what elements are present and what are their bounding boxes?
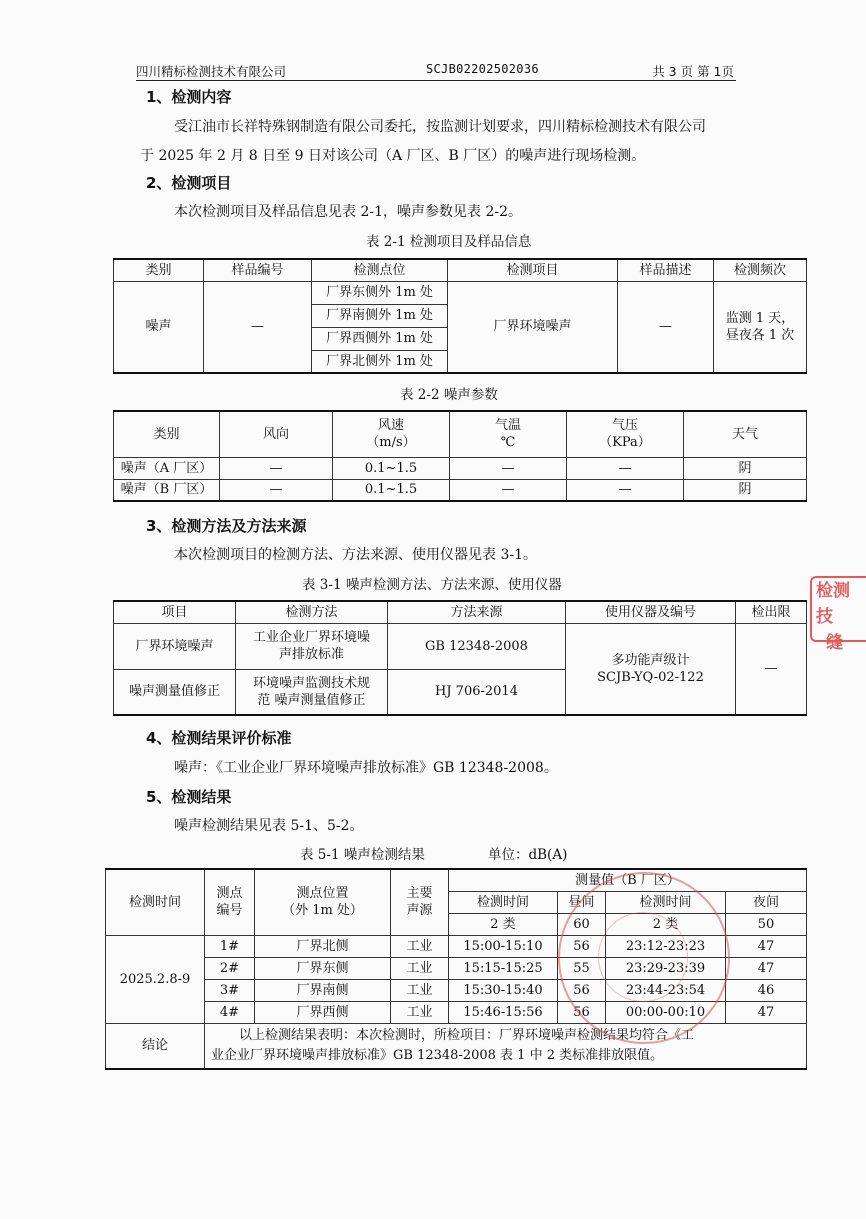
cell: —	[450, 457, 567, 479]
section-2-title: 2、检测项目	[146, 174, 232, 192]
cell: 15:30-15:40	[449, 979, 558, 1001]
header-wind-speed	[333, 411, 450, 457]
point-no-line-1: 测点	[216, 886, 243, 902]
cell-item: 厂界环境噪声	[114, 623, 236, 669]
header-limit: 检出限	[736, 601, 807, 623]
seam-stamp-line-2: 缝	[826, 633, 843, 653]
section-3-intro: 本次检测项目的检测方法、方法来源、使用仪器见表 3-1。	[174, 547, 537, 563]
table-2-1-header	[114, 259, 807, 281]
header-source: 方法来源	[388, 601, 566, 623]
table-row	[114, 281, 807, 304]
cell: 4#	[205, 1001, 255, 1023]
table-row	[114, 457, 807, 479]
table-2-1	[113, 258, 807, 374]
cell: 47	[726, 957, 807, 979]
cell-date: 2025.2.8-9	[106, 935, 205, 1023]
cell: 0.1~1.5	[333, 479, 450, 501]
cell-item: 噪声测量值修正	[114, 669, 236, 715]
table-5-1-unit: 单位：dB(A)	[488, 847, 568, 863]
table-2-2	[113, 410, 807, 502]
method-line-1: 工业企业厂界环境噪	[252, 630, 370, 645]
section-4-text: 噪声：《工业企业厂界环境噪声排放标准》GB 12348-2008。	[174, 760, 558, 776]
source-line-2: 声源	[406, 903, 433, 919]
header-item: 项目	[114, 601, 236, 623]
section-1-line-1: 受江油市长祥特殊钢制造有限公司委托，按监测计划要求，四川精标检测技术有限公司	[174, 119, 706, 135]
cell: 56	[558, 935, 606, 957]
section-5-title: 5、检测结果	[146, 788, 232, 806]
cell: 0.1~1.5	[333, 457, 450, 479]
table-row	[106, 979, 807, 1001]
cell: —	[567, 457, 684, 479]
table-row-conclusion	[106, 1023, 807, 1069]
cell-method	[236, 669, 388, 715]
cell: 56	[558, 1001, 606, 1023]
table-3-1-header	[114, 601, 807, 623]
header-method: 检测方法	[236, 601, 388, 623]
conclusion-line-1: 以上检测结果表明：本次检测时，所检项目：厂界环境噪声检测结果均符合《工	[239, 1027, 695, 1043]
cell: 噪声（A 厂区）	[114, 457, 220, 479]
conclusion-line-2: 业企业厂界环境噪声排放标准》GB 12348-2008 表 1 中 2 类标准排放限值。	[211, 1047, 664, 1063]
header-pages: 共 3 页 第 1页	[652, 64, 734, 79]
cell: 55	[558, 957, 606, 979]
table-3-1-caption: 表 3-1 噪声检测方法、方法来源、使用仪器	[302, 577, 562, 593]
cell: 厂界西侧	[255, 1001, 391, 1023]
header-point: 检测点位	[312, 259, 448, 281]
header-day-time: 检测时间	[449, 891, 558, 913]
table-2-1-caption: 表 2-1 检测项目及样品信息	[366, 234, 532, 250]
freq-line-1: 监测 1 天，	[725, 310, 795, 326]
cell: 厂界南侧	[255, 979, 391, 1001]
header-night-time: 检测时间	[606, 891, 726, 913]
header-instrument: 使用仪器及编号	[566, 601, 736, 623]
page-header	[136, 60, 736, 81]
cell-desc: —	[618, 281, 714, 373]
cell: 厂界北侧	[255, 935, 391, 957]
cell: 23:12-23:23	[606, 935, 726, 957]
freq-line-2: 昼夜各 1 次	[725, 327, 795, 343]
section-1-line-2: 于 2025 年 2 月 8 日至 9 日对该公司（A 厂区、B 厂区）的噪声进行现场检测。	[140, 148, 646, 164]
method-line-2: 声排放标准	[278, 647, 344, 662]
cell: 00:00-00:10	[606, 1001, 726, 1023]
header-position	[255, 869, 391, 935]
table-5-1-header	[106, 869, 807, 891]
method-line-2: 范 噪声测量值修正	[257, 692, 366, 708]
temp-label: 气温	[494, 418, 521, 434]
header-company: 四川精标检测技术有限公司	[136, 64, 287, 79]
pressure-label: 气压	[611, 418, 638, 434]
header-wind-dir: 风向	[220, 411, 333, 457]
header-temp	[450, 411, 567, 457]
cell-conclusion	[205, 1023, 807, 1069]
limit-night-class: 2 类	[606, 913, 726, 935]
cell: —	[450, 479, 567, 501]
cell-point: 厂界西侧外 1m 处	[312, 327, 448, 350]
cell: 阴	[684, 457, 807, 479]
cell: 工业	[391, 935, 449, 957]
table-5-1	[105, 868, 807, 1070]
cell: 47	[726, 935, 807, 957]
position-line-1: 测点位置	[296, 886, 349, 902]
cell: 23:29-23:39	[606, 957, 726, 979]
limit-night-value: 50	[726, 913, 807, 935]
temp-unit: ℃	[500, 435, 516, 451]
cell-item: 厂界环境噪声	[448, 281, 618, 373]
instrument-line-1: 多功能声级计	[611, 652, 690, 668]
cell: 厂界东侧	[255, 957, 391, 979]
header-point-no	[205, 869, 255, 935]
section-1-title: 1、检测内容	[146, 88, 232, 106]
cell-point: 厂界南侧外 1m 处	[312, 304, 448, 327]
header-time: 检测时间	[106, 869, 205, 935]
header-source	[391, 869, 449, 935]
cell-point: 厂界东侧外 1m 处	[312, 281, 448, 304]
table-row	[106, 935, 807, 957]
cell-freq	[714, 281, 807, 373]
cell: 工业	[391, 1001, 449, 1023]
cell: 23:44-23:54	[606, 979, 726, 1001]
header-pressure	[567, 411, 684, 457]
cell: 工业	[391, 979, 449, 1001]
cell-instrument	[566, 623, 736, 715]
header-report-no: SCJB02202502036	[426, 62, 539, 76]
cell: 2#	[205, 957, 255, 979]
header-freq: 检测频次	[714, 259, 807, 281]
cell-limit: —	[736, 623, 807, 715]
header-category: 类别	[114, 411, 220, 457]
wind-speed-unit: （m/s）	[366, 435, 416, 451]
table-3-1	[113, 600, 807, 716]
point-no-line-2: 编号	[216, 903, 243, 919]
section-4-title: 4、检测结果评价标准	[146, 729, 292, 747]
table-row	[106, 1001, 807, 1023]
table-5-1-caption: 表 5-1 噪声检测结果	[300, 847, 425, 863]
header-desc: 样品描述	[618, 259, 714, 281]
cell: —	[567, 479, 684, 501]
cell: 15:46-15:56	[449, 1001, 558, 1023]
cell-point: 厂界北侧外 1m 处	[312, 350, 448, 373]
cell: 56	[558, 979, 606, 1001]
section-2-intro: 本次检测项目及样品信息见表 2-1，噪声参数见表 2-2。	[174, 204, 522, 220]
cell: 3#	[205, 979, 255, 1001]
cell-conclusion-label: 结论	[106, 1023, 205, 1069]
seam-stamp-line-1: 检测技	[816, 581, 850, 627]
header-sample-no: 样品编号	[204, 259, 312, 281]
cell: 阴	[684, 479, 807, 501]
cell-sample-no: —	[204, 281, 312, 373]
cell-source: HJ 706-2014	[388, 669, 566, 715]
header-night: 夜间	[726, 891, 807, 913]
cell-method	[236, 623, 388, 669]
seam-stamp	[810, 576, 866, 653]
header-measured-value: 测量值（B 厂区）	[449, 869, 807, 891]
cell: 15:00-15:10	[449, 935, 558, 957]
pressure-unit: （KPa）	[599, 435, 651, 451]
header-category: 类别	[114, 259, 204, 281]
table-row	[114, 479, 807, 501]
header-day: 昼间	[558, 891, 606, 913]
section-5-intro: 噪声检测结果见表 5-1、5-2。	[174, 818, 364, 834]
position-line-2: （外 1m 处）	[282, 903, 363, 919]
header-weather: 天气	[684, 411, 807, 457]
cell-source: GB 12348-2008	[388, 623, 566, 669]
cell: —	[220, 457, 333, 479]
instrument-line-2: SCJB-YQ-02-122	[597, 669, 704, 685]
cell: 15:15-15:25	[449, 957, 558, 979]
table-row	[106, 957, 807, 979]
header-item: 检测项目	[448, 259, 618, 281]
cell: —	[220, 479, 333, 501]
source-line-1: 主要	[406, 886, 433, 902]
cell-category: 噪声	[114, 281, 204, 373]
table-row	[114, 623, 807, 669]
section-3-title: 3、检测方法及方法来源	[146, 517, 307, 535]
cell: 噪声（B 厂区）	[114, 479, 220, 501]
cell: 47	[726, 1001, 807, 1023]
table-2-2-caption: 表 2-2 噪声参数	[400, 387, 498, 403]
limit-day-value: 60	[558, 913, 606, 935]
limit-day-class: 2 类	[449, 913, 558, 935]
cell: 工业	[391, 957, 449, 979]
cell: 1#	[205, 935, 255, 957]
wind-speed-label: 风速	[377, 418, 404, 434]
cell: 46	[726, 979, 807, 1001]
table-2-2-header	[114, 411, 807, 457]
method-line-1: 环境噪声监测技术规	[252, 675, 370, 691]
